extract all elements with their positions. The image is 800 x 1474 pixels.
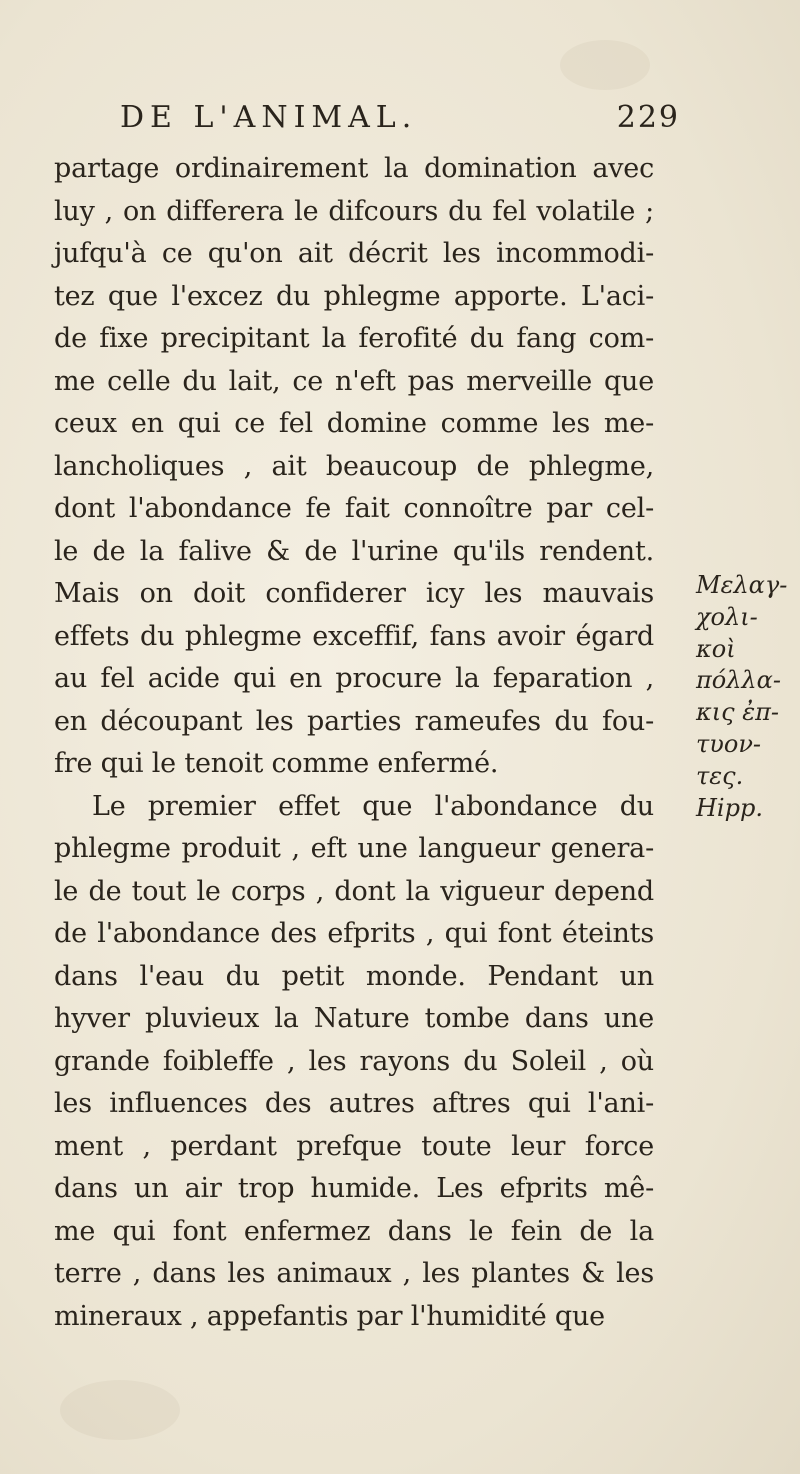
margin-note-line: πόλλα- (696, 666, 781, 695)
text-line: le de la falive & de l'urine qu'ils rendent. (54, 535, 654, 567)
text-line: terre , dans les animaux , les plantes & les (54, 1258, 654, 1289)
page-number: 229 (616, 100, 680, 135)
text-line: me celle du lait, ce n'eft pas merveille que (54, 365, 654, 397)
text-line: Le premier effet que l'abondance du (92, 790, 654, 822)
text-line: tez que l'excez du phlegme apporte. L'aci- (54, 280, 654, 312)
text-line: hyver pluvieux la Nature tombe dans une (54, 1003, 654, 1034)
text-line: lancholiques , ait beaucoup de phlegme, (54, 450, 654, 482)
paper-stain (60, 1380, 180, 1440)
text-line: fre qui le tenoit comme enfermé. (54, 748, 499, 779)
text-line: en découpant les parties rameufes du fou- (54, 705, 654, 737)
body-text (54, 148, 654, 1338)
margin-note-line: κοὶ (696, 634, 736, 663)
text-line: le de tout le corps , dont la vigueur depend (54, 875, 654, 907)
running-header (120, 100, 680, 144)
header-title: DE L'ANIMAL. (120, 100, 418, 135)
text-line: phlegme produit , eft une langueur genera- (54, 833, 654, 864)
text-line: au fel acide qui en procure la feparation , (54, 663, 654, 694)
margin-note-line: κις ἐπ- (696, 698, 779, 727)
text-line: dans un air trop humide. Les efprits mê- (54, 1173, 654, 1204)
text-line: de fixe precipitant la ferofité du fang com- (54, 323, 654, 354)
text-line: ceux en qui ce fel domine comme les me- (54, 408, 654, 439)
margin-note-line: τες. (696, 761, 744, 790)
text-line: jufqu'à ce qu'on ait décrit les incommodi- (54, 238, 654, 269)
text-line: partage ordinairement la domination avec (54, 153, 654, 184)
margin-note-line: Μελαγ- (696, 571, 788, 599)
text-line: ment , perdant prefque toute leur force (54, 1130, 654, 1162)
text-line: luy , on differera le difcours du fel volatile ; (54, 195, 654, 227)
text-line: les influences des autres aftres qui l'ani- (54, 1088, 654, 1119)
margin-note-line: τυον- (696, 729, 762, 758)
margin-note-line: Hipp. (696, 793, 763, 822)
text-line: me qui font enfermez dans le fein de la (54, 1215, 654, 1247)
text-line: Mais on doit confiderer icy les mauvais (54, 578, 654, 609)
margin-note (696, 570, 796, 824)
text-line: grande foibleffe , les rayons du Soleil , où (54, 1045, 654, 1077)
paper-stain (560, 40, 650, 90)
margin-note-line: χολι- (696, 602, 758, 631)
text-line: mineraux , appefantis par l'humidité que (54, 1300, 605, 1332)
text-line: dont l'abondance fe fait connoître par cel- (54, 493, 654, 524)
text-line: de l'abondance des efprits , qui font éteints (54, 918, 654, 949)
text-line: dans l'eau du petit monde. Pendant un (54, 960, 654, 992)
text-line: effets du phlegme exceffif, fans avoir égard (54, 620, 654, 652)
